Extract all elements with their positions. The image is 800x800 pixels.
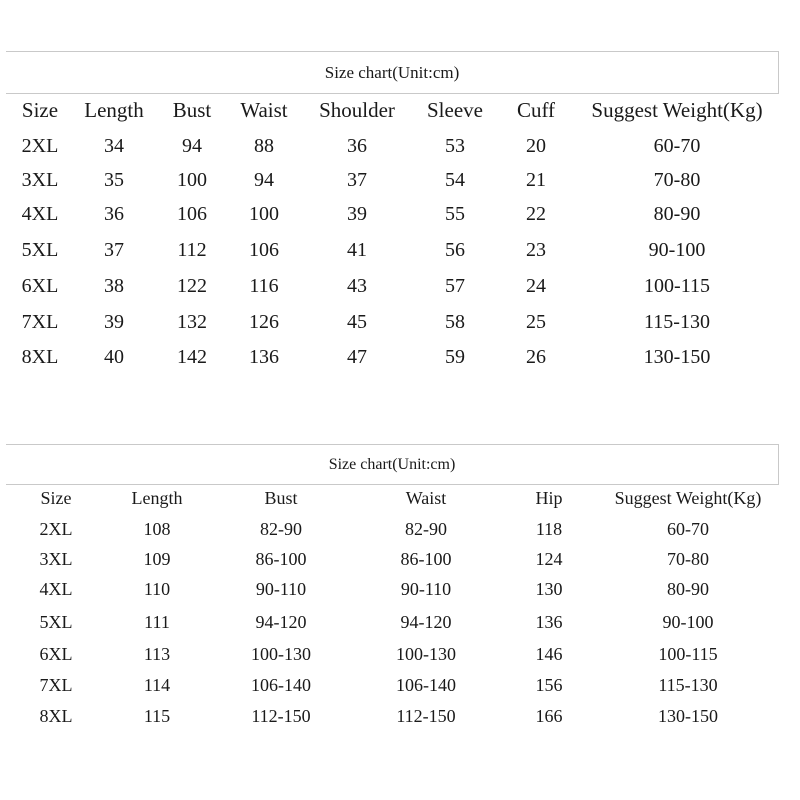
table-cell: 70-80 [653,169,701,191]
table-cell: 55 [445,203,465,225]
column-header-length: Length [84,98,144,122]
table-cell: 23 [526,239,546,261]
table-cell: 106-140 [396,675,456,695]
table-cell: 132 [177,311,207,333]
table-cell: 90-100 [648,239,706,261]
table-cell: 21 [526,169,546,191]
table-cell: 39 [347,203,367,225]
table-cell: 82-90 [405,519,447,539]
column-header-length: Length [131,488,183,508]
table-cell: 130-150 [658,706,718,726]
table-cell: 100 [249,203,279,225]
table-cell: 54 [445,169,465,191]
table-cell: 6XL [21,275,59,297]
table-cell: 115-130 [658,675,718,695]
table-cell: 3XL [21,169,59,191]
column-header-size: Size [21,98,59,122]
table-cell: 57 [445,275,465,297]
table-cell: 94-120 [400,612,452,632]
table-cell: 90-110 [255,579,307,599]
table-cell: 94 [182,135,202,157]
table-cell: 7XL [21,311,59,333]
table-cell: 166 [535,706,563,726]
table-cell: 106-140 [251,675,311,695]
column-header-size: Size [40,488,72,508]
table-cell: 3XL [39,549,73,569]
table-cell: 53 [445,135,465,157]
column-header-suggest-weight-kg: Suggest Weight(Kg) [591,98,763,122]
column-header-cuff: Cuff [516,98,556,122]
table-cell: 37 [104,239,124,261]
table-cell: 86-100 [255,549,307,569]
table-cell: 90-100 [662,612,714,632]
table-cell: 20 [526,135,546,157]
table-cell: 100-115 [658,644,718,664]
table-cell: 142 [177,346,207,368]
table-cell: 100 [177,169,207,191]
table-cell: 94 [254,169,274,191]
table-cell: 106 [249,239,279,261]
table-cell: 7XL [39,675,73,695]
table-cell: 116 [249,275,279,297]
table-cell: 118 [535,519,563,539]
table-cell: 112 [177,239,207,261]
table-cell: 4XL [21,203,59,225]
table-cell: 22 [526,203,546,225]
table-cell: 122 [177,275,207,297]
table-cell: 124 [535,549,563,569]
table-cell: 47 [347,346,367,368]
table-cell: 100-130 [396,644,456,664]
table-cell: 40 [104,346,124,368]
table-cell: 100-130 [251,644,311,664]
table-cell: 35 [104,169,124,191]
table-cell: 112-150 [251,706,311,726]
table-cell: 130-150 [643,346,711,368]
table-cell: 8XL [39,706,73,726]
size-chart-title-1: Size chart(Unit:cm) [6,51,779,94]
table-cell: 90-110 [400,579,452,599]
column-header-bust: Bust [172,98,212,122]
table-cell: 86-100 [400,549,452,569]
table-cell: 156 [535,675,563,695]
table-cell: 45 [347,311,367,333]
table-cell: 136 [535,612,563,632]
table-cell: 26 [526,346,546,368]
column-header-hip: Hip [535,488,563,508]
table-cell: 130 [535,579,563,599]
table-cell: 146 [535,644,563,664]
table-cell: 34 [104,135,124,157]
size-chart-title-2: Size chart(Unit:cm) [6,444,779,485]
table-cell: 82-90 [260,519,302,539]
table-cell: 2XL [39,519,73,539]
table-cell: 80-90 [653,203,701,225]
table-cell: 80-90 [667,579,709,599]
table-cell: 88 [254,135,274,157]
table-cell: 37 [347,169,367,191]
table-cell: 70-80 [667,549,709,569]
column-header-waist: Waist [405,488,447,508]
table-cell: 112-150 [396,706,456,726]
table-cell: 2XL [21,135,59,157]
table-cell: 106 [177,203,207,225]
table-cell: 126 [249,311,279,333]
table-cell: 59 [445,346,465,368]
table-cell: 115 [143,706,171,726]
table-cell: 56 [445,239,465,261]
table-cell: 60-70 [653,135,701,157]
table-cell: 43 [347,275,367,297]
table-cell: 24 [526,275,546,297]
table-cell: 58 [445,311,465,333]
column-header-bust: Bust [264,488,298,508]
column-header-sleeve: Sleeve [427,98,483,122]
column-header-shoulder: Shoulder [319,98,395,122]
column-header-suggest-weight-kg: Suggest Weight(Kg) [614,488,762,508]
table-cell: 113 [143,644,171,664]
table-cell: 114 [143,675,171,695]
table-cell: 6XL [39,644,73,664]
table-cell: 4XL [39,579,73,599]
table-cell: 100-115 [644,275,710,297]
table-cell: 60-70 [667,519,709,539]
table-cell: 36 [347,135,367,157]
table-cell: 5XL [39,612,73,632]
table-cell: 110 [143,579,171,599]
table-cell: 25 [526,311,546,333]
table-cell: 36 [104,203,124,225]
table-cell: 38 [104,275,124,297]
table-cell: 41 [347,239,367,261]
table-cell: 109 [143,549,171,569]
table-cell: 111 [144,612,170,632]
table-cell: 39 [104,311,124,333]
table-cell: 94-120 [255,612,307,632]
table-cell: 108 [143,519,171,539]
table-cell: 136 [249,346,279,368]
table-cell: 115-130 [644,311,710,333]
table-cell: 5XL [21,239,59,261]
table-cell: 8XL [21,346,59,368]
column-header-waist: Waist [240,98,288,122]
